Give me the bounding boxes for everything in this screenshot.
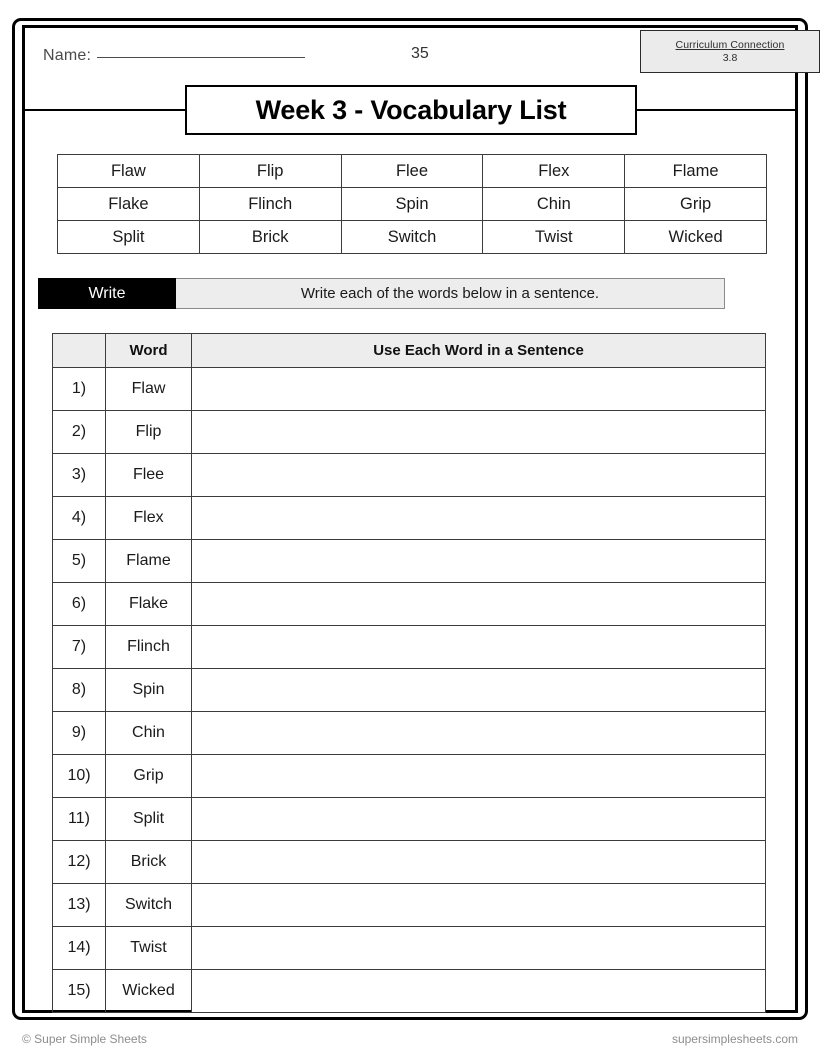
- word-grid-cell: Twist: [483, 221, 625, 254]
- word-grid-row: [58, 221, 767, 254]
- word-grid-cell: Flake: [58, 188, 200, 221]
- sentence-answer-field[interactable]: [192, 884, 766, 927]
- write-instruction-bar: [38, 278, 725, 309]
- sentence-worksheet-table: [52, 333, 766, 1013]
- table-row: [53, 970, 766, 1013]
- sentence-answer-field[interactable]: [192, 669, 766, 712]
- table-row: [53, 712, 766, 755]
- table-row: [53, 927, 766, 970]
- footer-copyright: © Super Simple Sheets: [22, 1032, 147, 1046]
- row-number: 7): [53, 626, 106, 669]
- curriculum-connection-label: Curriculum Connection: [675, 39, 785, 51]
- row-number: 8): [53, 669, 106, 712]
- sentence-table-header-row: [53, 334, 766, 368]
- sentence-answer-field[interactable]: [192, 583, 766, 626]
- row-number: 1): [53, 368, 106, 411]
- sentence-answer-field[interactable]: [192, 626, 766, 669]
- row-word: Twist: [106, 927, 192, 970]
- sentence-answer-field[interactable]: [192, 798, 766, 841]
- row-word: Flaw: [106, 368, 192, 411]
- sentence-answer-field[interactable]: [192, 755, 766, 798]
- vocabulary-word-grid: [57, 154, 767, 254]
- row-word: Switch: [106, 884, 192, 927]
- sentence-answer-field[interactable]: [192, 841, 766, 884]
- row-number: 3): [53, 454, 106, 497]
- row-number: 5): [53, 540, 106, 583]
- header-word: Word: [106, 334, 192, 368]
- word-grid-cell: Flip: [199, 155, 341, 188]
- row-number: 2): [53, 411, 106, 454]
- word-grid-cell: Wicked: [625, 221, 767, 254]
- word-grid-cell: Flame: [625, 155, 767, 188]
- table-row: [53, 583, 766, 626]
- table-row: [53, 626, 766, 669]
- row-number: 12): [53, 841, 106, 884]
- worksheet-header: [25, 28, 795, 76]
- page-footer: [22, 1032, 798, 1046]
- row-number: 11): [53, 798, 106, 841]
- table-row: [53, 841, 766, 884]
- name-label: Name:: [43, 47, 92, 64]
- sentence-answer-field[interactable]: [192, 368, 766, 411]
- table-row: [53, 755, 766, 798]
- header-sentence: Use Each Word in a Sentence: [192, 334, 766, 368]
- sentence-answer-field[interactable]: [192, 712, 766, 755]
- row-word: Flake: [106, 583, 192, 626]
- word-grid-cell: Grip: [625, 188, 767, 221]
- title-box: [185, 85, 637, 135]
- write-section-label: Write: [38, 278, 176, 309]
- row-word: Wicked: [106, 970, 192, 1013]
- row-word: Split: [106, 798, 192, 841]
- row-number: 6): [53, 583, 106, 626]
- name-blank-line[interactable]: [97, 44, 305, 58]
- row-number: 4): [53, 497, 106, 540]
- sentence-answer-field[interactable]: [192, 497, 766, 540]
- row-word: Spin: [106, 669, 192, 712]
- table-row: [53, 798, 766, 841]
- row-number: 14): [53, 927, 106, 970]
- word-grid-cell: Chin: [483, 188, 625, 221]
- sentence-table-head: [53, 334, 766, 368]
- table-row: [53, 454, 766, 497]
- row-word: Flinch: [106, 626, 192, 669]
- table-row: [53, 540, 766, 583]
- row-number: 10): [53, 755, 106, 798]
- row-word: Brick: [106, 841, 192, 884]
- row-number: 15): [53, 970, 106, 1013]
- word-grid-cell: Flaw: [58, 155, 200, 188]
- write-section-instruction: Write each of the words below in a sentence.: [176, 278, 725, 309]
- table-row: [53, 669, 766, 712]
- row-number: 13): [53, 884, 106, 927]
- sentence-answer-field[interactable]: [192, 411, 766, 454]
- row-word: Chin: [106, 712, 192, 755]
- sentence-table-body: [53, 368, 766, 1013]
- word-grid-cell: Flee: [341, 155, 483, 188]
- word-grid-row: [58, 155, 767, 188]
- curriculum-connection-value: 3.8: [722, 52, 738, 64]
- table-row: [53, 368, 766, 411]
- table-row: [53, 411, 766, 454]
- table-row: [53, 497, 766, 540]
- word-grid-cell: Split: [58, 221, 200, 254]
- sentence-answer-field[interactable]: [192, 970, 766, 1013]
- word-grid-cell: Brick: [199, 221, 341, 254]
- row-word: Flex: [106, 497, 192, 540]
- footer-website: supersimplesheets.com: [671, 1032, 798, 1046]
- row-word: Grip: [106, 755, 192, 798]
- sentence-answer-field[interactable]: [192, 454, 766, 497]
- title-band: [25, 85, 795, 137]
- sentence-answer-field[interactable]: [192, 540, 766, 583]
- word-grid-cell: Switch: [341, 221, 483, 254]
- page-number: 35: [411, 45, 429, 62]
- word-grid-body: [58, 155, 767, 254]
- table-row: [53, 884, 766, 927]
- page-title: Week 3 - Vocabulary List: [255, 94, 567, 125]
- row-word: Flee: [106, 454, 192, 497]
- row-number: 9): [53, 712, 106, 755]
- student-name-field[interactable]: [43, 44, 305, 65]
- word-grid-cell: Flinch: [199, 188, 341, 221]
- header-number: [53, 334, 106, 368]
- row-word: Flip: [106, 411, 192, 454]
- word-grid-cell: Flex: [483, 155, 625, 188]
- curriculum-connection-badge: [640, 30, 820, 73]
- row-word: Flame: [106, 540, 192, 583]
- word-grid-row: [58, 188, 767, 221]
- word-grid-cell: Spin: [341, 188, 483, 221]
- sentence-answer-field[interactable]: [192, 927, 766, 970]
